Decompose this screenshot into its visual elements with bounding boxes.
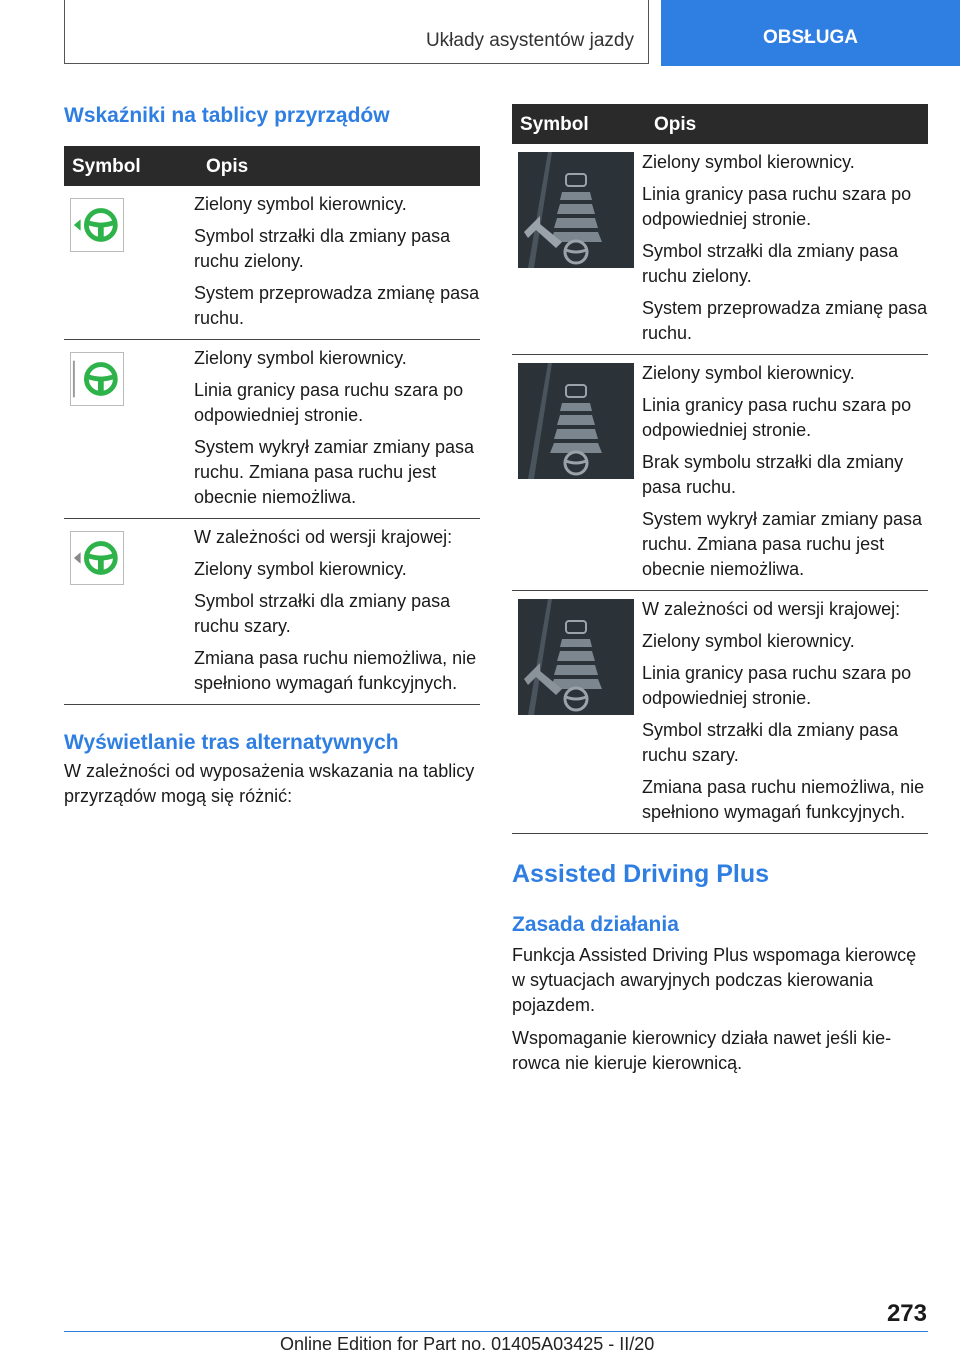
footer-edition: Online Edition for Part no. 01405A03425 - II/20 <box>280 1334 655 1354</box>
subsection-title: Wyświetlanie tras alternatywnych <box>64 731 399 754</box>
desc-line: Zielony symbol kierownicy. <box>642 363 855 383</box>
symbol-table-right <box>512 104 928 834</box>
chapter-header-title: Układy asystentów jazdy <box>425 30 634 51</box>
desc-line: Zielony symbol kierownicy. <box>194 559 407 579</box>
desc-line: Zielony symbol kierownicy. <box>194 194 407 214</box>
body-paragraph: Wspomaganie kierownicy działa nawet jeśli kierowca nie kieruje kierownicą. <box>512 1028 892 1073</box>
desc-line: Zmiana pasa ruchu niemożliwa, nie spełniono wymagań funkcyjnych. <box>642 777 925 822</box>
table-row <box>64 340 480 519</box>
col-header-symbol: Symbol <box>512 104 642 144</box>
desc-line: Symbol strzałki dla zmiany pasa ruchu zielony. <box>642 241 899 286</box>
col-header-desc: Opis <box>194 146 480 186</box>
header-box <box>64 0 649 64</box>
desc-line: Zielony symbol kierownicy. <box>642 152 855 172</box>
desc-line: Linia granicy pasa ruchu szara po odpowiedniej stronie. <box>642 663 912 708</box>
lane-change-display-arrow-icon <box>518 152 634 268</box>
desc-line: Linia granicy pasa ruchu szara po odpowiedniej stronie. <box>642 184 912 229</box>
col-header-desc: Opis <box>642 104 928 144</box>
steering-wheel-green-icon <box>70 352 124 406</box>
page-number: 273 <box>886 1300 927 1327</box>
desc-line: Zmiana pasa ruchu niemożliwa, nie spełniono wymagań funkcyjnych. <box>194 648 477 693</box>
lane-change-display-arrow-grey-icon <box>518 599 634 715</box>
chapter-title: Assisted Driving Plus <box>512 860 770 888</box>
desc-line: Symbol strzałki dla zmiany pasa ruchu szary. <box>194 591 451 636</box>
desc-line: W zależności od wersji krajowej: <box>642 599 901 619</box>
steering-wheel-arrow-green-icon <box>70 198 124 252</box>
table-row <box>512 355 928 591</box>
desc-line: System wykrył zamiar zmiany pasa ruchu. Zmiana pasa ruchu jest obecnie niemożliwa. <box>194 437 475 507</box>
table-row <box>512 591 928 834</box>
desc-line: Zielony symbol kierownicy. <box>194 348 407 368</box>
desc-line: System wykrył zamiar zmiany pasa ruchu. Zmiana pasa ruchu jest obecnie niemożliwa. <box>642 509 923 579</box>
table-row <box>512 144 928 355</box>
desc-line: System przeprowadza zmianę pasa ruchu. <box>642 298 928 343</box>
left-column <box>64 104 480 817</box>
section-title: Wskaźniki na tablicy przyrządów <box>64 104 390 127</box>
footer-divider <box>64 1331 928 1332</box>
desc-line: Symbol strzałki dla zmiany pasa ruchu zielony. <box>194 226 451 271</box>
table-row <box>64 186 480 340</box>
body-paragraph: W zależności od wyposażenia wskazania na tablicy przyrządów mogą się różnić: <box>64 761 475 806</box>
table-row <box>64 519 480 705</box>
body-paragraph: Funkcja Assisted Driving Plus wspomaga kierowcę w sytuacjach awaryjnych podczas kierowania pojazdem. <box>512 945 917 1015</box>
desc-line: Linia granicy pasa ruchu szara po odpowiedniej stronie. <box>642 395 912 440</box>
desc-line: Symbol strzałki dla zmiany pasa ruchu szary. <box>642 720 899 765</box>
section-tab-obsluga[interactable]: OBSŁUGA <box>661 0 960 66</box>
steering-wheel-arrow-grey-icon <box>70 531 124 585</box>
symbol-table-left <box>64 146 480 705</box>
col-header-symbol: Symbol <box>64 146 194 186</box>
desc-line: Zielony symbol kierownicy. <box>642 631 855 651</box>
desc-line: System przeprowadza zmianę pasa ruchu. <box>194 283 480 328</box>
right-column <box>512 104 928 1084</box>
lane-change-display-icon <box>518 363 634 479</box>
desc-line: Brak symbolu strzałki dla zmiany pasa ruchu. <box>642 452 904 497</box>
section-title: Zasada działania <box>512 913 679 936</box>
desc-line: W zależności od wersji krajowej: <box>194 527 453 547</box>
desc-line: Linia granicy pasa ruchu szara po odpowiedniej stronie. <box>194 380 464 425</box>
